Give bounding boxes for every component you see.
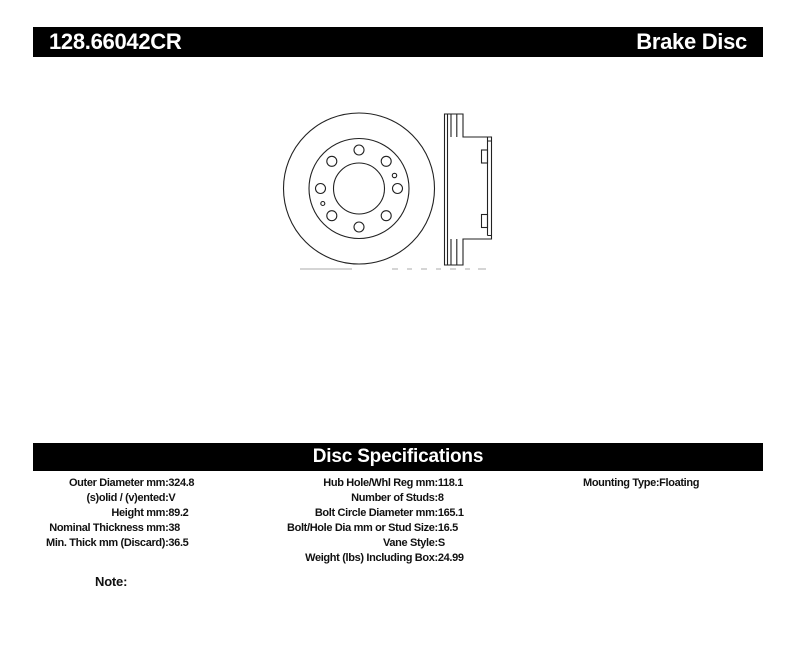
- spec-row: [46, 476, 194, 491]
- disc-outer-edge: [284, 113, 435, 264]
- spec-value: V: [168, 492, 176, 504]
- spec-section-title: Disc Specifications: [312, 446, 484, 467]
- spec-row: [287, 551, 464, 566]
- spec-table-right: [583, 476, 699, 491]
- spec-row: [46, 506, 194, 521]
- product-type-title: Brake Disc: [636, 29, 747, 54]
- spec-row: [287, 521, 464, 536]
- spec-label: Weight (lbs) Including Box:: [305, 552, 438, 564]
- spec-row: [46, 521, 194, 536]
- disc-front-view: [284, 113, 435, 264]
- stud-hole: [327, 211, 337, 221]
- spec-label: Number of Studs:: [351, 492, 438, 504]
- stud-hole: [354, 222, 364, 232]
- spec-section-bar: [33, 443, 763, 471]
- spec-value: 24.99: [437, 552, 464, 564]
- spec-value: 118.1: [437, 477, 464, 489]
- spec-row: [287, 506, 464, 521]
- spec-label: Outer Diameter mm:: [68, 477, 169, 489]
- spec-value: S: [437, 537, 445, 549]
- disc-inner-ring: [309, 139, 409, 239]
- spec-label: Bolt Circle Diameter mm:: [314, 507, 438, 519]
- side-view-hat-inner-line: [488, 137, 492, 236]
- stud-hole: [327, 156, 337, 166]
- stud-hole: [381, 211, 391, 221]
- side-view-vent-lines-top: [451, 114, 457, 137]
- part-number: 128.66042CR: [49, 29, 182, 54]
- spec-label: Nominal Thickness mm:: [49, 522, 169, 534]
- spec-table-left: [46, 476, 194, 551]
- note-label: Note:: [95, 574, 128, 589]
- side-view-stud-hole-section: [482, 215, 488, 228]
- spec-label: (s)olid / (v)ented:: [86, 492, 169, 504]
- spec-value: 324.8: [168, 477, 195, 489]
- hub-hole: [334, 163, 385, 214]
- spec-value: Floating: [659, 477, 700, 489]
- side-view-stud-hole-section: [482, 150, 488, 163]
- spec-value: 38: [168, 522, 180, 534]
- stud-hole: [354, 145, 364, 155]
- spec-table-middle: [287, 476, 464, 566]
- spec-label: Mounting Type:: [583, 477, 660, 489]
- spec-row: [287, 491, 464, 506]
- spec-row: [46, 491, 194, 506]
- stud-hole: [381, 156, 391, 166]
- spec-row: [287, 536, 464, 551]
- spec-value: 36.5: [168, 537, 189, 549]
- stud-hole: [316, 184, 326, 194]
- spec-row: [46, 536, 194, 551]
- spec-value: 165.1: [437, 507, 464, 519]
- spec-label: Height mm:: [111, 507, 169, 519]
- spec-label: Bolt/Hole Dia mm or Stud Size:: [287, 522, 438, 534]
- side-view-vent-lines-bottom: [451, 239, 457, 265]
- spec-row: [583, 476, 699, 491]
- spec-value: 89.2: [168, 507, 189, 519]
- disc-side-view: [445, 114, 492, 265]
- stud-hole: [393, 184, 403, 194]
- balance-hole: [392, 173, 396, 177]
- spec-label: Hub Hole/Whl Reg mm:: [323, 477, 438, 489]
- spec-label: Min. Thick mm (Discard):: [46, 537, 169, 549]
- spec-label: Vane Style:: [383, 537, 438, 549]
- spec-value: 8: [437, 492, 444, 504]
- spec-value: 16.5: [437, 522, 458, 534]
- spec-row: [287, 476, 464, 491]
- balance-hole: [321, 202, 325, 206]
